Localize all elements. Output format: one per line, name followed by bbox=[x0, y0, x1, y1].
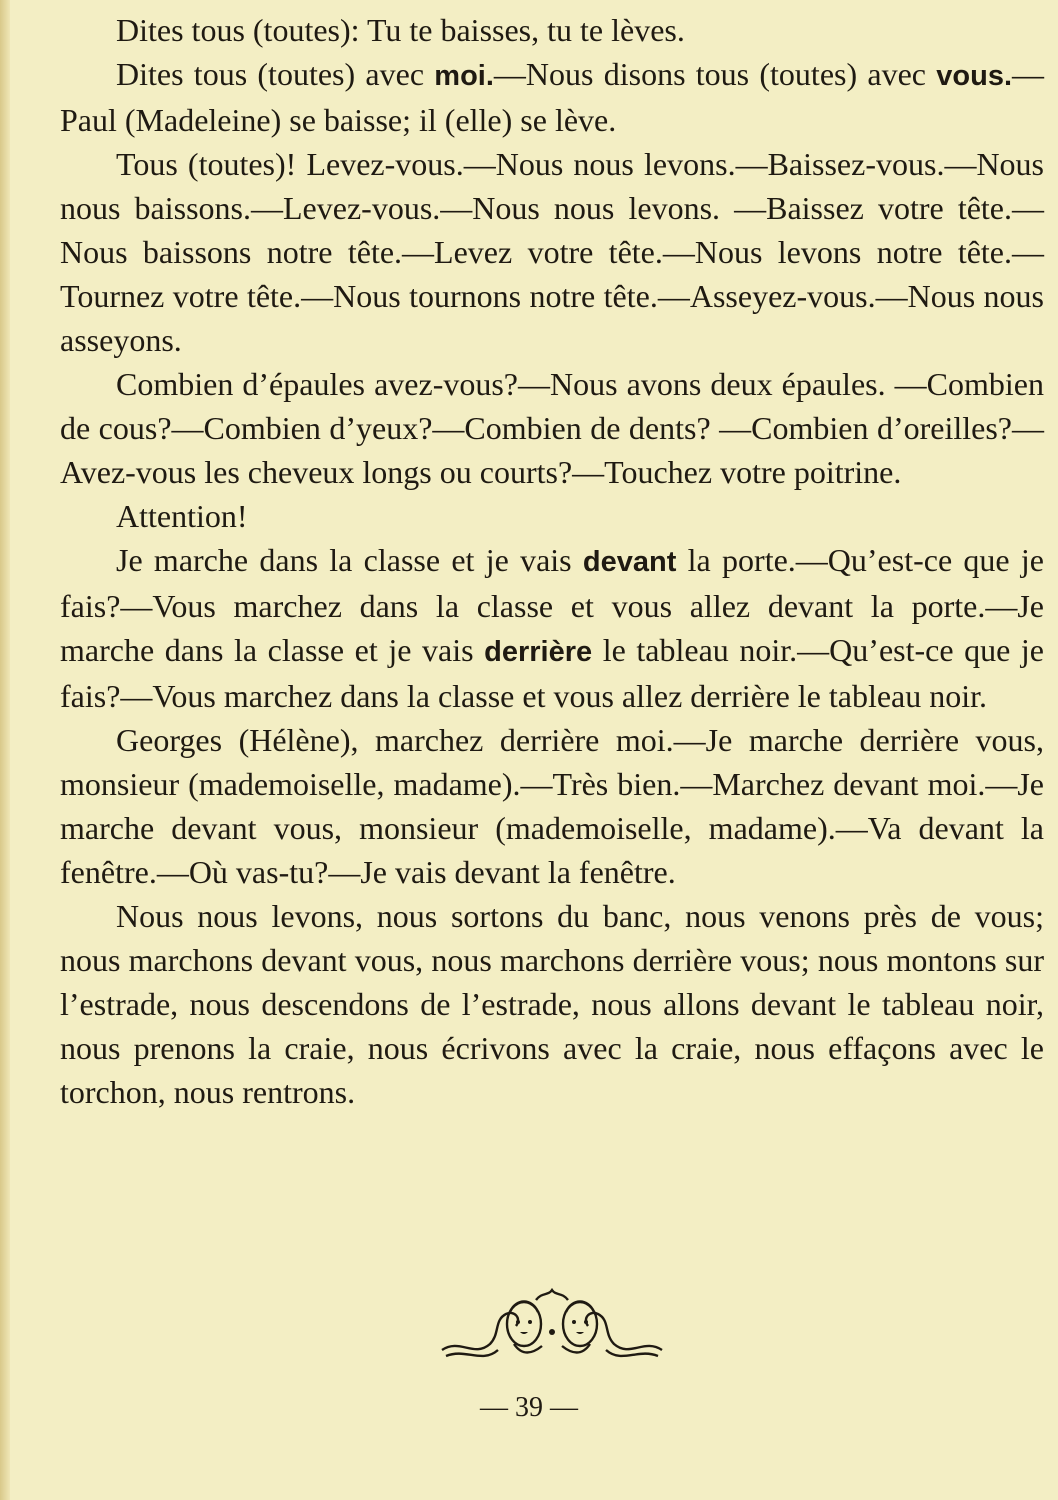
bold-word: moi. bbox=[434, 60, 494, 92]
paragraph bbox=[60, 52, 1044, 142]
cherub-ornament-icon bbox=[436, 1284, 668, 1364]
bold-word: derrière bbox=[484, 636, 593, 668]
paragraph bbox=[60, 894, 1044, 1114]
text-segment: la porte.—Qu’est-ce que je fais?—Vous marchez dans la classe et vous allez devant la porte.—Je marche dans la classe et je vais bbox=[60, 542, 1045, 668]
bold-word: devant bbox=[582, 546, 677, 578]
text-segment: Nous nous levons, nous sortons du banc, nous venons près de vous; nous marchons devant vous, nous marchons derrière vous; nous montons sur l’estrade, nous descendons de l’estrade, nous allons devant le tableau noir, nous prenons la craie, nous écrivons avec la craie, nous effaçons avec le torchon, nous rentrons. bbox=[60, 898, 1044, 1110]
text-segment: Attention! bbox=[116, 498, 248, 534]
page-edge bbox=[0, 0, 10, 1500]
paragraph bbox=[60, 362, 1044, 494]
text-segment: —Nous disons tous (toutes) avec bbox=[493, 56, 937, 92]
body-text bbox=[60, 8, 1044, 1114]
paragraph bbox=[60, 142, 1044, 362]
text-segment: Tous (toutes)! Levez-vous.—Nous nous levons.—Baissez-vous.—Nous nous baissons.—Levez-vous.—Nous nous levons. —Baissez votre tête.—Nous baissons notre tête.—Levez votre tête.—Nous levons notre tête.—Tournez votre tête.—Nous tournons notre tête.—Asseyez-vous.—Nous nous asseyons. bbox=[60, 146, 1044, 358]
paragraph bbox=[60, 718, 1044, 894]
page-number: — 39 — bbox=[480, 1392, 578, 1423]
text-segment: le tableau noir.—Qu’est-ce que je fais?—Vous marchez dans la classe et vous allez derrière le tableau noir. bbox=[60, 632, 1045, 714]
paragraph bbox=[60, 8, 1044, 52]
text-segment: Dites tous (toutes): Tu te baisses, tu te lèves. bbox=[116, 12, 685, 48]
text-segment: Georges (Hélène), marchez derrière moi.—Je marche derrière vous, monsieur (mademoiselle, madame).—Très bien.—Marchez devant moi.—Je marche devant vous, monsieur (mademoiselle, madame).—Va devant la fenêtre.—Où vas-tu?—Je vais devant la fenêtre. bbox=[60, 722, 1044, 890]
paragraph bbox=[60, 538, 1044, 718]
paragraph bbox=[60, 494, 1044, 538]
bold-word: vous. bbox=[936, 60, 1013, 92]
text-segment: Combien d’épaules avez-vous?—Nous avons deux épaules. —Combien de cous?—Combien d’yeux?—Combien de dents? —Combien d’oreilles?—Avez-vous les cheveux longs ou courts?—Touchez votre poitrine. bbox=[60, 366, 1044, 490]
text-segment: Dites tous (toutes) avec bbox=[116, 56, 435, 92]
text-segment: Je marche dans la classe et je vais bbox=[116, 542, 583, 578]
text-segment: —Paul (Madeleine) se baisse; il (elle) se lève. bbox=[60, 56, 1045, 138]
